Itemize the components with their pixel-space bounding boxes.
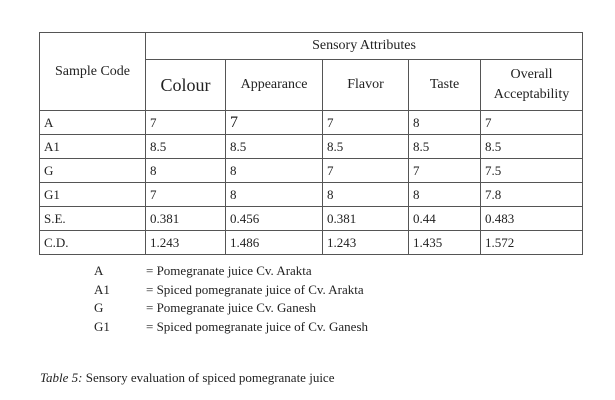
legend-description: = Pomegranate juice Cv. Arakta	[146, 263, 312, 278]
table-caption	[40, 370, 334, 386]
legend-code: G1	[94, 318, 110, 334]
table-cell: 7	[226, 111, 323, 135]
table-cell: 8	[226, 183, 323, 207]
legend-code: G	[94, 300, 104, 315]
legend-code: A1	[94, 281, 110, 297]
row-code: G	[40, 159, 146, 183]
table-row	[40, 231, 583, 255]
appearance-header: Appearance	[226, 60, 323, 111]
table-cell: 1.572	[481, 231, 583, 255]
table-cell: 8.5	[481, 135, 583, 159]
table-cell: 8	[146, 159, 226, 183]
table-cell: 1.435	[409, 231, 481, 255]
flavor-header: Flavor	[323, 60, 409, 111]
table-row	[40, 207, 583, 231]
table-cell: 8	[323, 183, 409, 207]
table-cell: 0.381	[323, 207, 409, 231]
table-row	[40, 135, 583, 159]
table-cell: 8.5	[323, 135, 409, 159]
legend-code: A	[94, 263, 104, 278]
table-cell: 7	[323, 111, 409, 135]
table-cell: 8.5	[226, 135, 323, 159]
taste-header: Taste	[409, 60, 481, 111]
caption-text: Sensory evaluation of spiced pomegranate juice	[82, 370, 335, 385]
sensory-attributes-header: Sensory Attributes	[146, 33, 583, 60]
legend-description: = Spiced pomegranate juice of Cv. Arakta	[146, 281, 364, 297]
table-cell: 1.486	[226, 231, 323, 255]
legend-description: = Pomegranate juice Cv. Ganesh	[146, 300, 317, 315]
caption-label: Table 5:	[40, 370, 83, 385]
row-code: C.D.	[40, 231, 146, 255]
row-code: A	[40, 111, 146, 135]
table-cell: 0.456	[226, 207, 323, 231]
table-cell: 8	[226, 159, 323, 183]
legend-item	[94, 299, 368, 318]
sensory-table	[39, 32, 583, 255]
colour-header: Colour	[146, 60, 226, 111]
table-row	[40, 183, 583, 207]
table-cell: 7	[146, 111, 226, 135]
table-cell: 8	[409, 183, 481, 207]
row-code: S.E.	[40, 207, 146, 231]
table-cell: 0.44	[409, 207, 481, 231]
table-cell: 0.483	[481, 207, 583, 231]
table-cell: 7.5	[481, 159, 583, 183]
legend-item	[94, 262, 368, 281]
table-header-row	[40, 33, 583, 60]
table-cell: 1.243	[146, 231, 226, 255]
row-code: G1	[40, 183, 146, 207]
row-code: A1	[40, 135, 146, 159]
table-cell: 0.381	[146, 207, 226, 231]
table-cell: 7	[323, 159, 409, 183]
table-cell: 8.5	[409, 135, 481, 159]
legend-description: = Spiced pomegranate juice of Cv. Ganesh	[146, 318, 369, 334]
table-row	[40, 159, 583, 183]
table-cell: 7	[409, 159, 481, 183]
table-cell: 8.5	[146, 135, 226, 159]
table-cell: 1.243	[323, 231, 409, 255]
overall-acceptability-header: Overall Acceptability	[481, 60, 583, 111]
table-cell: 7	[146, 183, 226, 207]
legend-item	[94, 318, 368, 337]
sample-legend	[94, 262, 368, 336]
table-cell: 7.8	[481, 183, 583, 207]
table-row	[40, 111, 583, 135]
sample-code-header: Sample Code	[40, 33, 146, 111]
table-cell: 8	[409, 111, 481, 135]
legend-item	[94, 281, 368, 300]
table-cell: 7	[481, 111, 583, 135]
